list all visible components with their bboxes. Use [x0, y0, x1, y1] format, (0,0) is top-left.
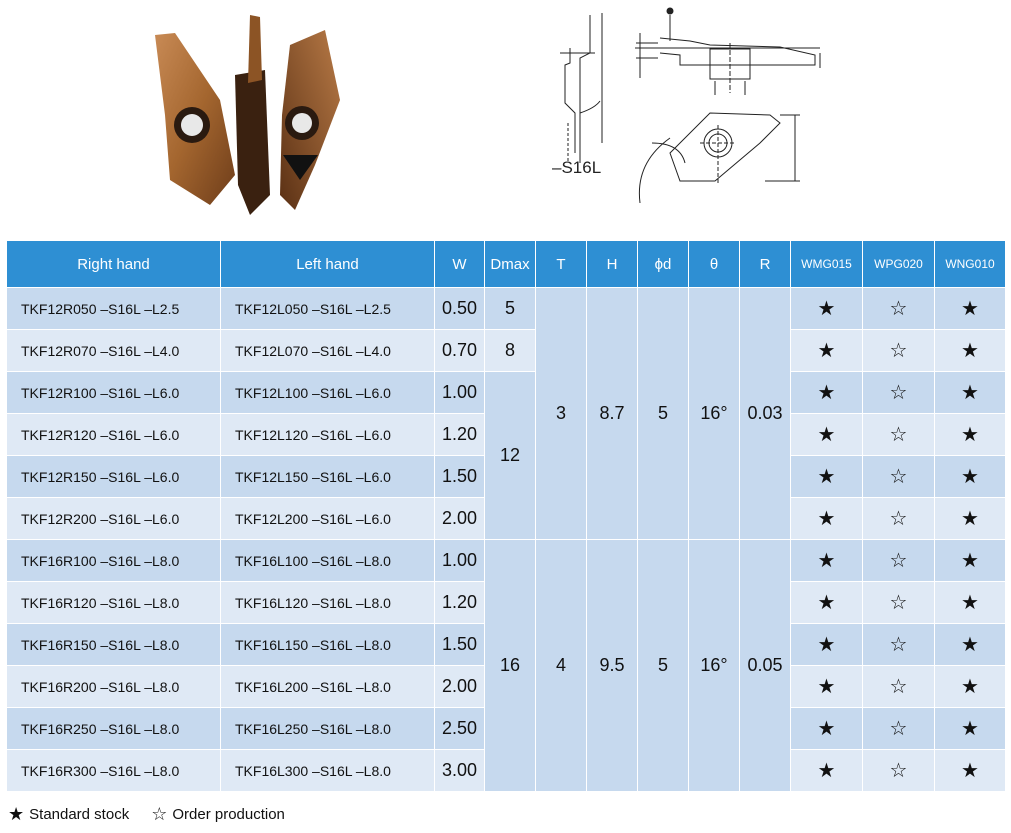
width-value: 2.50	[435, 708, 485, 750]
technical-drawing	[540, 3, 830, 213]
grade-wpg020-stock: ☆	[863, 750, 935, 792]
grade-wpg020-stock: ☆	[863, 624, 935, 666]
header-dmax: Dmax	[485, 241, 536, 288]
grade-wmg015-stock: ★	[791, 372, 863, 414]
right-hand-code: TKF12R070 –S16L –L4.0	[7, 330, 221, 372]
grade-wng010-stock: ★	[935, 372, 1006, 414]
theta-value: 16°	[689, 540, 740, 792]
left-hand-code: TKF12L150 –S16L –L6.0	[221, 456, 435, 498]
right-hand-code: TKF16R300 –S16L –L8.0	[7, 750, 221, 792]
header-left-hand: Left hand	[221, 241, 435, 288]
grade-wng010-stock: ★	[935, 288, 1006, 330]
header-grade-wng010: WNG010	[935, 241, 1006, 288]
grade-wpg020-stock: ☆	[863, 456, 935, 498]
grade-wng010-stock: ★	[935, 666, 1006, 708]
legend	[8, 804, 307, 825]
grade-wmg015-stock: ★	[791, 624, 863, 666]
left-hand-code: TKF12L200 –S16L –L6.0	[221, 498, 435, 540]
r-value: 0.05	[740, 540, 791, 792]
width-value: 2.00	[435, 498, 485, 540]
table-header-row	[7, 241, 1006, 288]
table-row	[7, 540, 1006, 582]
dmax-value: 12	[485, 372, 536, 540]
width-value: 1.50	[435, 624, 485, 666]
header-grade-wmg015: WMG015	[791, 241, 863, 288]
grade-wng010-stock: ★	[935, 456, 1006, 498]
drawing-label: –S16L	[552, 158, 602, 177]
width-value: 0.50	[435, 288, 485, 330]
grade-wng010-stock: ★	[935, 624, 1006, 666]
left-hand-code: TKF16L250 –S16L –L8.0	[221, 708, 435, 750]
outline-star-icon: ☆	[151, 804, 168, 824]
legend-stock-label: Standard stock	[29, 806, 130, 823]
grade-wng010-stock: ★	[935, 750, 1006, 792]
legend-order-label: Order production	[172, 806, 285, 823]
header-grade-wpg020: WPG020	[863, 241, 935, 288]
left-hand-code: TKF16L100 –S16L –L8.0	[221, 540, 435, 582]
grade-wng010-stock: ★	[935, 540, 1006, 582]
width-value: 0.70	[435, 330, 485, 372]
grade-wpg020-stock: ☆	[863, 498, 935, 540]
right-hand-code: TKF12R200 –S16L –L6.0	[7, 498, 221, 540]
right-hand-code: TKF16R120 –S16L –L8.0	[7, 582, 221, 624]
legend-standard-stock	[8, 804, 129, 825]
grade-wng010-stock: ★	[935, 414, 1006, 456]
grade-wmg015-stock: ★	[791, 330, 863, 372]
header-d: ϕd	[638, 241, 689, 288]
legend-order-production	[151, 804, 285, 825]
grade-wpg020-stock: ☆	[863, 330, 935, 372]
width-value: 1.20	[435, 414, 485, 456]
t-value: 4	[536, 540, 587, 792]
theta-value: 16°	[689, 288, 740, 540]
grade-wmg015-stock: ★	[791, 750, 863, 792]
header-h: H	[587, 241, 638, 288]
specification-table	[6, 240, 1006, 792]
grade-wpg020-stock: ☆	[863, 414, 935, 456]
grade-wmg015-stock: ★	[791, 288, 863, 330]
grade-wmg015-stock: ★	[791, 666, 863, 708]
grade-wmg015-stock: ★	[791, 540, 863, 582]
left-hand-code: TKF12L100 –S16L –L6.0	[221, 372, 435, 414]
h-value: 9.5	[587, 540, 638, 792]
table-row	[7, 330, 1006, 372]
width-value: 2.00	[435, 666, 485, 708]
right-hand-code: TKF12R150 –S16L –L6.0	[7, 456, 221, 498]
dmax-value: 5	[485, 288, 536, 330]
grade-wng010-stock: ★	[935, 330, 1006, 372]
grade-wmg015-stock: ★	[791, 456, 863, 498]
left-hand-code: TKF16L300 –S16L –L8.0	[221, 750, 435, 792]
width-value: 1.00	[435, 372, 485, 414]
d-value: 5	[638, 540, 689, 792]
t-value: 3	[536, 288, 587, 540]
insert-photo	[140, 5, 370, 220]
grade-wpg020-stock: ☆	[863, 288, 935, 330]
left-hand-code: TKF12L050 –S16L –L2.5	[221, 288, 435, 330]
grade-wmg015-stock: ★	[791, 708, 863, 750]
grade-wpg020-stock: ☆	[863, 540, 935, 582]
grade-wng010-stock: ★	[935, 498, 1006, 540]
width-value: 1.50	[435, 456, 485, 498]
grade-wpg020-stock: ☆	[863, 708, 935, 750]
grade-wmg015-stock: ★	[791, 582, 863, 624]
right-hand-code: TKF12R100 –S16L –L6.0	[7, 372, 221, 414]
dmax-value: 8	[485, 330, 536, 372]
grade-wmg015-stock: ★	[791, 414, 863, 456]
width-value: 1.00	[435, 540, 485, 582]
right-hand-code: TKF16R250 –S16L –L8.0	[7, 708, 221, 750]
width-value: 1.20	[435, 582, 485, 624]
grade-wmg015-stock: ★	[791, 498, 863, 540]
grade-wpg020-stock: ☆	[863, 372, 935, 414]
header-right-hand: Right hand	[7, 241, 221, 288]
left-hand-code: TKF12L120 –S16L –L6.0	[221, 414, 435, 456]
right-hand-code: TKF12R120 –S16L –L6.0	[7, 414, 221, 456]
left-hand-code: TKF16L120 –S16L –L8.0	[221, 582, 435, 624]
header-t: T	[536, 241, 587, 288]
table-row	[7, 372, 1006, 414]
table-row	[7, 288, 1006, 330]
d-value: 5	[638, 288, 689, 540]
h-value: 8.7	[587, 288, 638, 540]
width-value: 3.00	[435, 750, 485, 792]
grade-wpg020-stock: ☆	[863, 666, 935, 708]
header-theta: θ	[689, 241, 740, 288]
r-value: 0.03	[740, 288, 791, 540]
right-hand-code: TKF16R100 –S16L –L8.0	[7, 540, 221, 582]
filled-star-icon: ★	[8, 804, 25, 824]
grade-wng010-stock: ★	[935, 708, 1006, 750]
right-hand-code: TKF12R050 –S16L –L2.5	[7, 288, 221, 330]
right-hand-code: TKF16R200 –S16L –L8.0	[7, 666, 221, 708]
header-r: R	[740, 241, 791, 288]
left-hand-code: TKF16L200 –S16L –L8.0	[221, 666, 435, 708]
grade-wng010-stock: ★	[935, 582, 1006, 624]
grade-wpg020-stock: ☆	[863, 582, 935, 624]
right-hand-code: TKF16R150 –S16L –L8.0	[7, 624, 221, 666]
left-hand-code: TKF16L150 –S16L –L8.0	[221, 624, 435, 666]
header-w: W	[435, 241, 485, 288]
dmax-value: 16	[485, 540, 536, 792]
left-hand-code: TKF12L070 –S16L –L4.0	[221, 330, 435, 372]
